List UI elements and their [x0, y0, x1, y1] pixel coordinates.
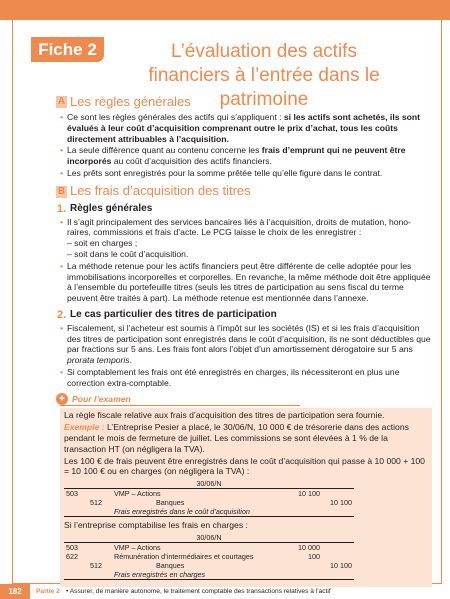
journal-date: 30/06/N — [64, 479, 354, 489]
text: – soit en charges ; — [67, 238, 138, 249]
table-row — [64, 498, 354, 507]
exam-rule: La règle fiscale relative aux frais d’acquisition des titres de participation sera fournie. — [64, 410, 385, 421]
example-label: Exemple : — [64, 422, 105, 433]
entry-label: Rémunération d’intermédiaires et courtages — [114, 551, 254, 561]
journal-date-row — [64, 533, 354, 543]
title-line-1: L’évaluation des actifs — [171, 41, 357, 62]
credit-amount — [322, 570, 354, 580]
account-debit — [64, 561, 88, 570]
list-item — [60, 145, 435, 167]
table-row — [64, 561, 354, 570]
account-credit — [88, 489, 112, 499]
lightbulb-icon: ✦ — [56, 393, 68, 405]
text: La méthode retenue pour les actifs financiers peut être différente de celle adoptée pour les immobilisations incorporelles et corporelles. En revanche, la même méthode doit être appliquée à l’ensemble du portefeuille titres (seuls les titres de participation au sens fiscal du terme peuvent être traités à part). La méthode retenue est mentionnée dans l’annexe. — [67, 260, 431, 304]
credit-amount: 10 100 — [330, 498, 352, 508]
list-item — [60, 217, 435, 260]
exam-transition: Si l’entreprise comptabilise les frais en charges : — [64, 520, 248, 531]
text: Fiscalement, si l’acheteur est soumis à l’impôt sur les sociétés (IS) et si les frais d’acquisition des titres de participation sont enregistrés dans le coût d’acquisition, ils ne sont déductibles que par fractions sur 5 ans. Les frais font alors l’objet d’un amortissement dérogatoire sur 5 ans — [67, 322, 431, 355]
bold-text: frais d’emprunt qui ne peuvent être incorporés — [67, 145, 406, 167]
debit-amount — [292, 498, 322, 507]
fiche-label: Fiche 2 — [31, 37, 104, 62]
debit-amount — [292, 561, 322, 570]
section-a-letter: A — [57, 96, 66, 107]
section-a-title: Les règles générales — [70, 93, 191, 109]
account-debit: 503 — [66, 489, 78, 499]
list-item — [60, 367, 435, 389]
debit-amount: 100 — [308, 551, 320, 561]
entry-label: VMP – Actions — [114, 489, 161, 499]
account-credit — [88, 507, 112, 517]
main-content — [57, 93, 435, 587]
account-credit: 512 — [90, 498, 102, 508]
footer-text: • Assurer, de manière autonome, le traitement comptable des transactions relatives à l’actif — [66, 588, 331, 595]
subsection-1-list — [60, 217, 435, 304]
subsection-2-title: Le cas particulier des titres de participation — [70, 308, 277, 320]
exam-title: Pour l’examen — [72, 393, 131, 404]
section-a-list — [60, 112, 435, 179]
text: raires, commissions et frais d’acte. Le PCG laisse le choix de les enregistrer : — [67, 227, 362, 238]
example-text: L’Entreprise Pesier a placé, le 30/06/N, 10 000 € de trésorerie dans des actions pendant le mois de fermeture de juillet. Les commissions se sont élevées à 1 % de la transaction HT (on négligera la TVA). — [64, 422, 409, 454]
list-item — [60, 112, 435, 144]
debit-amount: 10 100 — [298, 489, 320, 499]
journal-entry-1 — [64, 479, 354, 517]
journal-date: 30/06/N — [64, 533, 354, 543]
entry-label: VMP – Actions — [114, 542, 161, 552]
page-number: 182 — [0, 584, 30, 599]
entry-label: Banques — [156, 560, 185, 570]
list-item — [60, 261, 435, 304]
italic-text: prorata temporis — [67, 355, 130, 366]
text: La seule différence quant au contenu concerne les — [67, 145, 262, 156]
credit-amount — [322, 552, 354, 561]
account-debit — [64, 498, 88, 507]
entry-label: Frais enregistrés dans le coût d’acquisition — [112, 507, 292, 517]
table-row — [64, 507, 354, 517]
text: Les prêts sont enregistrés pour la somme prêtée telle qu’elle figure dans le contrat. — [67, 167, 383, 178]
text: au coût d’acquisition des actifs financiers. — [111, 156, 272, 167]
entry-label: Banques — [156, 498, 185, 508]
exam-content — [60, 408, 432, 587]
title-line-2: financiers à l’entrée dans le patrimoine — [148, 65, 380, 110]
entry-label: Frais enregistrés en charges — [112, 570, 292, 580]
subsection-1-title: Règles générales — [70, 202, 153, 214]
account-debit — [64, 507, 88, 517]
section-b-title: Les frais d’acquisition des titres — [70, 183, 251, 199]
subsection-2-number: 2. — [57, 308, 67, 321]
footer-part: Partie 2 — [36, 588, 60, 595]
subsection-1-heading — [57, 202, 435, 215]
account-debit: 503 — [66, 542, 78, 552]
bold-text: si les actifs sont achetés, ils sont évalués à leur coût d’acquisition comprenant outre le prix d’achat, tous les coûts directement attribuables à l’acquisition. — [67, 112, 421, 144]
credit-amount — [322, 489, 354, 499]
account-credit: 512 — [90, 560, 102, 570]
text: Si comptablement les frais ont été enregistrés en charges, ils nécessiteront en plus une correction extra-comptable. — [67, 366, 400, 388]
subsection-2-list — [60, 323, 435, 389]
text: • Il s’agit principalement des services bancaires liés à l’acquisition, droits de mutation, hono- — [67, 216, 411, 227]
debit-amount — [292, 570, 322, 580]
exam-box — [60, 394, 435, 587]
credit-amount — [322, 542, 354, 552]
table-row — [64, 542, 354, 552]
journal-entry-2 — [64, 533, 354, 580]
top-band — [0, 0, 450, 20]
exam-example — [64, 422, 428, 454]
account-credit — [88, 552, 112, 561]
table-row — [64, 489, 354, 499]
section-a-heading — [57, 93, 435, 110]
subsection-1-number: 1. — [57, 202, 67, 215]
text: Ce sont les règles générales des actifs qui s’appliquent : — [67, 112, 284, 122]
credit-amount — [322, 507, 354, 517]
list-item — [60, 323, 435, 366]
text: . — [129, 355, 132, 366]
credit-amount: 10 100 — [330, 560, 352, 570]
debit-amount: 10 000 — [298, 542, 320, 552]
account-credit — [88, 542, 112, 552]
debit-amount — [292, 507, 322, 517]
table-row — [64, 570, 354, 580]
account-debit — [64, 570, 88, 580]
exam-calc: Les 100 € de frais peuvent être enregistrés dans le coût d’acquisition qui passe à 10 000 + 100 = 10 100 € ou en charges (on négligera la TVA) : — [64, 455, 425, 477]
exam-divider — [60, 405, 300, 406]
section-b-letter: B — [57, 185, 66, 197]
list-item — [60, 168, 435, 179]
table-row — [64, 552, 354, 561]
page-footer — [0, 584, 450, 599]
journal-date-row — [64, 479, 354, 489]
subsection-2-heading — [57, 308, 435, 321]
text: – soit dans le coût d’acquisition. — [67, 248, 189, 259]
section-b-heading — [57, 183, 435, 200]
account-debit: 622 — [66, 551, 78, 561]
account-credit — [88, 570, 112, 580]
